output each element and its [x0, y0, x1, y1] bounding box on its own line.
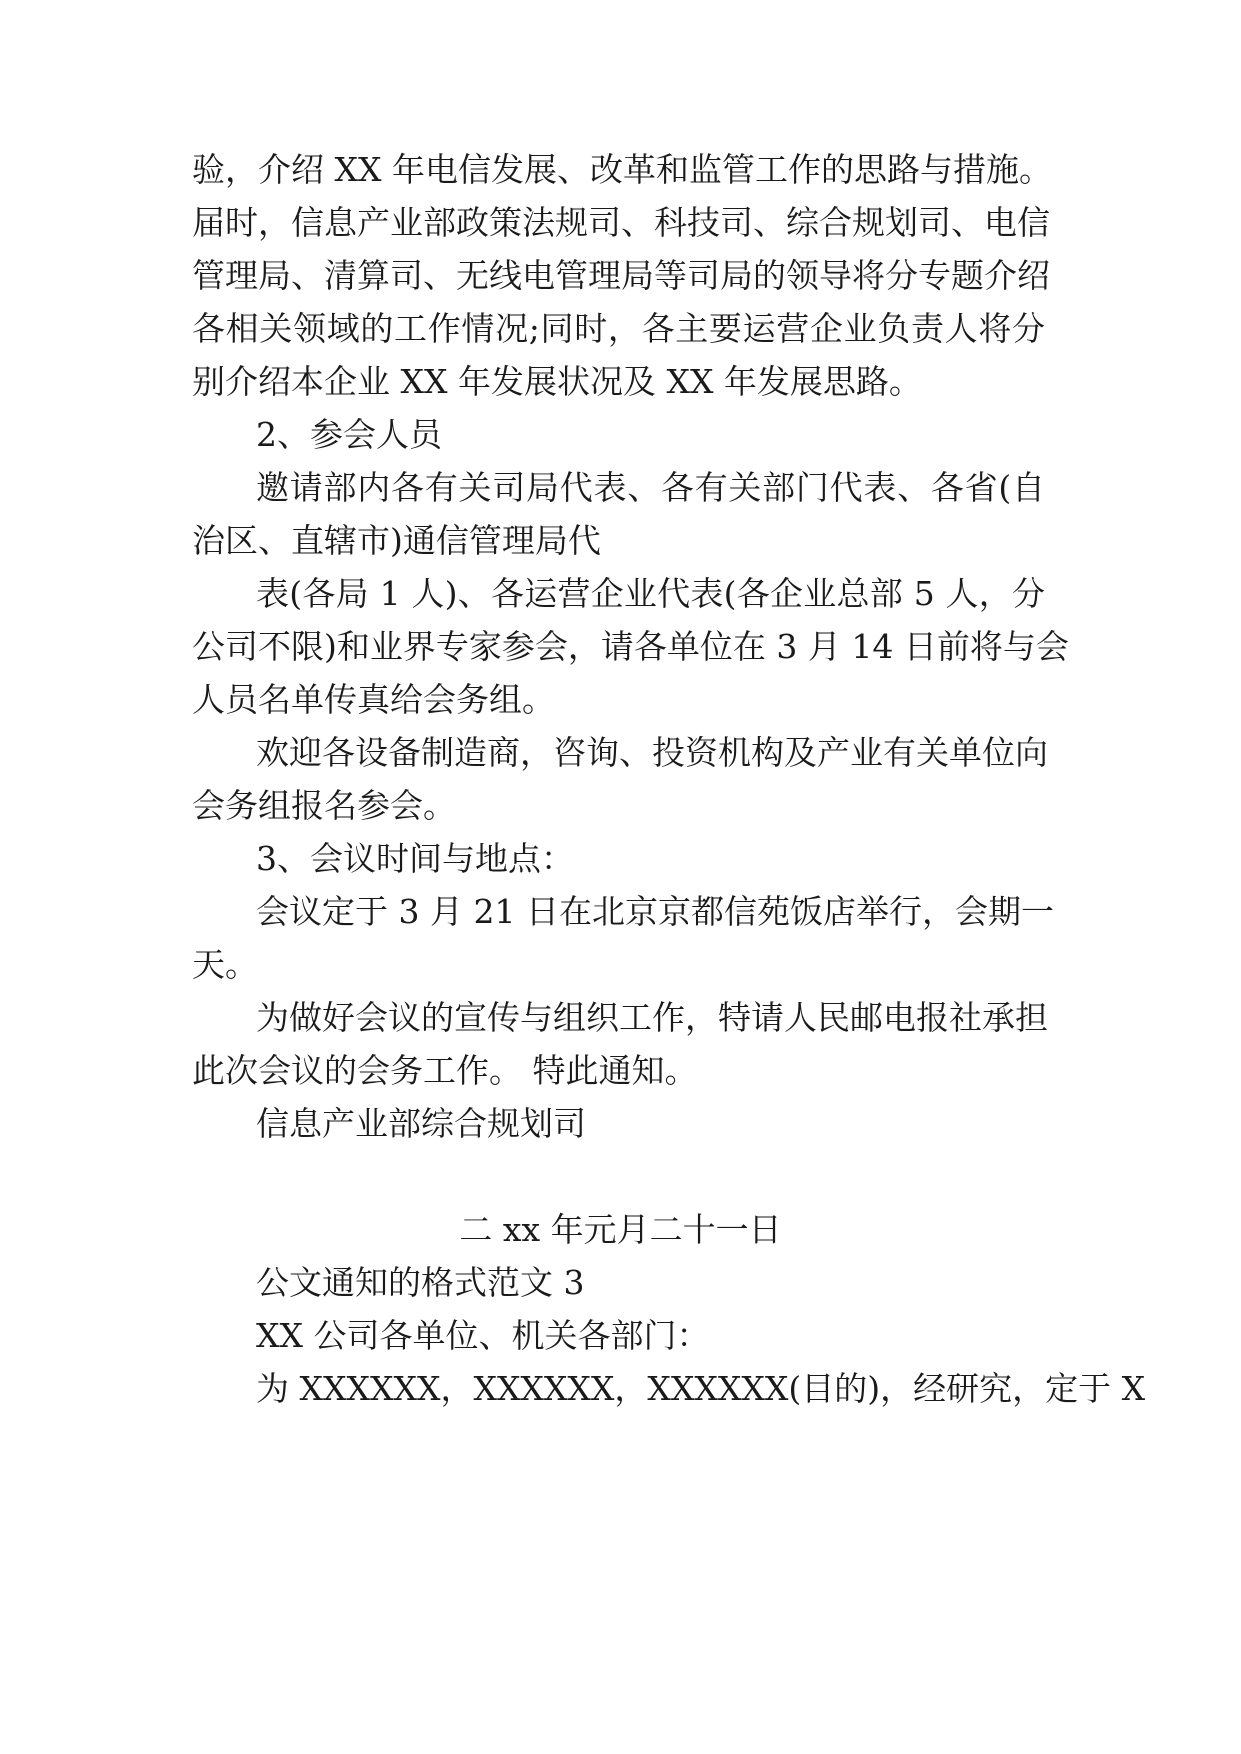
section-heading: 2、参会人员: [256, 415, 442, 454]
body-text-line: 欢迎各设备制造商，咨询、投资机构及产业有关单位向: [256, 733, 1048, 772]
body-text-line: 为 XXXXXX，XXXXXX，XXXXXX(目的)，经研究，定于 X: [256, 1369, 1146, 1408]
body-text-line: 为做好会议的宣传与组织工作，特请人民邮电报社承担: [256, 998, 1048, 1037]
issuer-name: 信息产业部综合规划司: [256, 1104, 586, 1143]
body-text-line: 管理局、清算司、无线电管理局等司局的领导将分专题介绍: [192, 256, 1050, 295]
body-text-line: 人员名单传真给会务组。: [192, 680, 555, 719]
body-text-line: 届时，信息产业部政策法规司、科技司、综合规划司、电信: [192, 203, 1050, 242]
body-text-line: 表(各局 1 人)、各运营企业代表(各企业总部 5 人，分: [256, 574, 1045, 613]
body-text-line: 天。: [192, 945, 258, 984]
body-text-line: 会务组报名参会。: [192, 786, 456, 825]
recipient-line: XX 公司各单位、机关各部门：: [256, 1316, 710, 1355]
body-text-line: 治区、直辖市)通信管理局代: [192, 521, 601, 560]
body-text-line: 公司不限)和业界专家参会，请各单位在 3 月 14 日前将与会: [192, 627, 1069, 666]
body-text-line: 验，介绍 XX 年电信发展、改革和监管工作的思路与措施。: [192, 150, 1052, 189]
body-text-line: 邀请部内各有关司局代表、各有关部门代表、各省(自: [256, 468, 1045, 507]
sample-title: 公文通知的格式范文 3: [256, 1263, 585, 1302]
body-text-line: 此次会议的会务工作。 特此通知。: [192, 1051, 698, 1090]
issue-date: 二 xx 年元月二十一日: [459, 1210, 782, 1249]
section-heading: 3、会议时间与地点：: [256, 839, 574, 878]
body-text-line: 会议定于 3 月 21 日在北京京都信苑饭店举行，会期一: [256, 892, 1054, 931]
body-text-line: 各相关领域的工作情况;同时，各主要运营企业负责人将分: [192, 309, 1045, 348]
body-text-line: 别介绍本企业 XX 年发展状况及 XX 年发展思路。: [192, 362, 922, 401]
